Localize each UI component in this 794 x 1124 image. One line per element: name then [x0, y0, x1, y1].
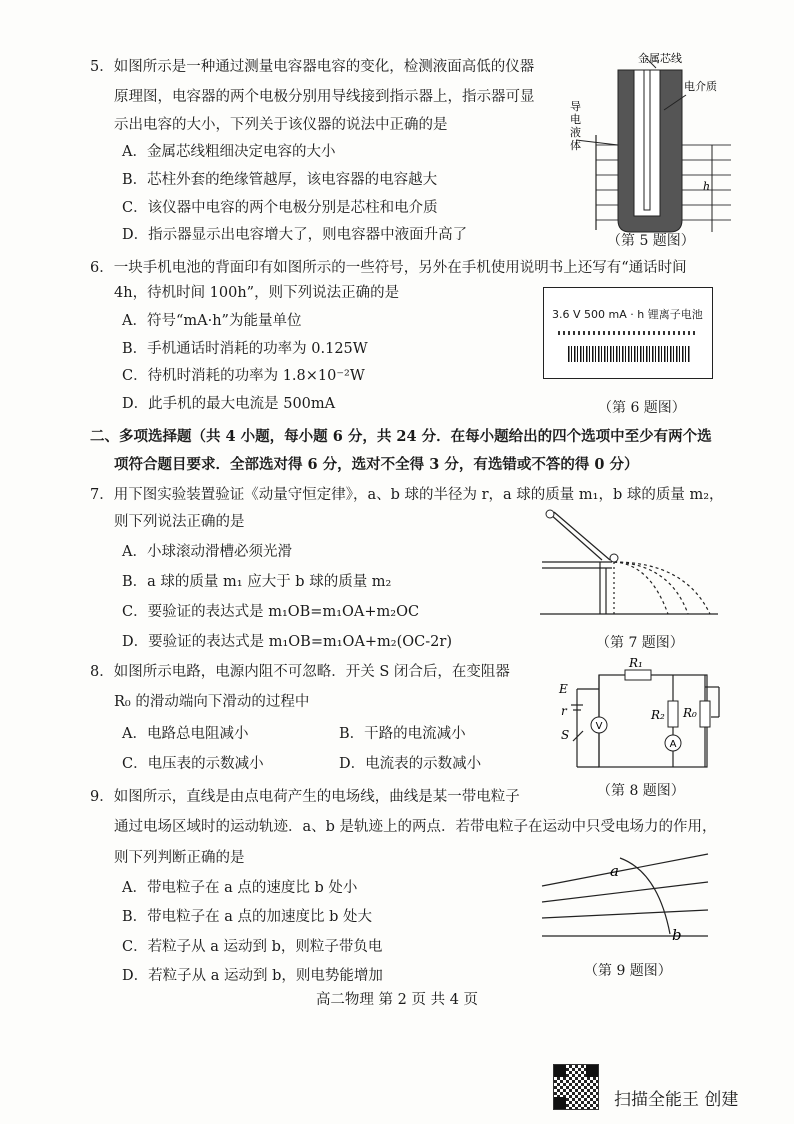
q8-circuit-figure — [555, 655, 725, 775]
q7-option-c: C．要验证的表达式是 m₁OB=m₁OA+m₂OC — [122, 604, 420, 620]
q9-stem-line1: 9．如图所示，直线是由点电荷产生的电场线，曲线是某一带电粒子 — [90, 789, 520, 805]
q9-label-a: a — [610, 862, 619, 880]
page-footer: 高二物理 第 2 页 共 4 页 — [315, 992, 479, 1008]
q6-option-d: D．此手机的最大电流是 500mA — [122, 396, 336, 412]
q7-option-d: D．要验证的表达式是 m₁OB=m₁OA+m₂(OC-2r) — [122, 634, 452, 650]
q8-option-a: A．电路总电阻减小 — [122, 726, 249, 742]
q9-option-b: B．带电粒子在 a 点的加速度比 b 处大 — [122, 909, 373, 925]
q5-option-d: D．指示器显示出电容增大了，则电容器中液面升高了 — [122, 227, 468, 243]
svg-text:导: 导 — [570, 100, 581, 113]
q9-caption: （第 9 题图） — [584, 963, 672, 979]
q9-label-b: b — [672, 926, 682, 944]
barcode — [568, 346, 690, 362]
q5-option-b: B．芯柱外套的绝缘管越厚，该电容器的电容越大 — [122, 172, 438, 188]
svg-text:体: 体 — [570, 139, 581, 152]
q9-option-c: C．若粒子从 a 运动到 b，则粒子带负电 — [122, 939, 383, 955]
q8-label-r2: R₂ — [651, 708, 665, 722]
q7-option-b: B．a 球的质量 m₁ 应大于 b 球的质量 m₂ — [122, 574, 392, 590]
q8-stem-line2: R₀ 的滑动端向下滑动的过程中 — [114, 694, 310, 710]
q6-stem-line1: 6．一块手机电池的背面印有如图所示的一些符号，另外在手机使用说明书上还写有“通话时间 — [90, 260, 687, 276]
q8-label-r0: R₀ — [683, 706, 697, 720]
q8-stem-line1: 8．如图所示电路，电源内阻不可忽略．开关 S 闭合后，在变阻器 — [90, 664, 510, 680]
q5-label-liquid — [570, 100, 581, 152]
q9-option-a: A．带电粒子在 a 点的速度比 b 处小 — [122, 880, 358, 896]
qr-code — [553, 1064, 599, 1110]
q9-stem-line2: 通过电场区域时的运动轨迹．a、b 是轨迹上的两点．若带电粒子在运动中只受电场力的作用， — [114, 819, 717, 835]
q8-option-d: D．电流表的示数减小 — [339, 756, 482, 772]
q5-stem-line2: 原理图，电容器的两个电极分别用导线接到指示器上，指示器可显 — [114, 89, 535, 105]
q7-stem-line2: 则下列说法正确的是 — [114, 514, 245, 530]
q6-caption: （第 6 题图） — [598, 400, 686, 416]
svg-text:电: 电 — [570, 113, 581, 126]
scanner-watermark: 扫描全能王 创建 — [614, 1090, 739, 1110]
q6-option-a: A．符号“mA·h”为能量单位 — [122, 313, 302, 329]
battery-dashes — [558, 331, 696, 335]
q6-option-b: B．手机通话时消耗的功率为 0.125W — [122, 341, 368, 357]
q5-label-core: 金属芯线 — [638, 52, 682, 65]
section2-heading-line2: 项符合题目要求．全部选对得 6 分，选对不全得 3 分，有选错或不答的得 0 分） — [114, 456, 639, 473]
q8-option-b: B．干路的电流减小 — [339, 726, 466, 742]
q7-stem-line1: 7．用下图实验装置验证《动量守恒定律》，a、b 球的半径为 r，a 球的质量 m₁，b 球的质量 m₂， — [90, 487, 724, 503]
section2-heading-line1: 二、多项选择题（共 4 小题，每小题 6 分，共 24 分．在每小题给出的四个选项中至少有两个选 — [90, 428, 712, 445]
q6-stem-line2: 4h，待机时间 100h”，则下列说法正确的是 — [114, 285, 400, 301]
battery-label-figure — [543, 287, 713, 379]
q5-caption: （第 5 题图） — [607, 233, 695, 249]
q5-option-c: C．该仪器中电容的两个电极分别是芯柱和电介质 — [122, 200, 438, 216]
q6-option-c: C．待机时消耗的功率为 1.8×10⁻²W — [122, 368, 365, 384]
q5-stem-line3: 示出电容的大小，下列关于该仪器的说法中正确的是 — [114, 117, 448, 133]
q5-label-h: h — [703, 180, 711, 193]
q8-label-r1: R₁ — [629, 656, 643, 670]
q9-stem-line3: 则下列判断正确的是 — [114, 850, 245, 866]
q5-figure — [566, 50, 736, 240]
q7-figure — [540, 502, 720, 627]
battery-label-text: 3.6 V 500 mA · h 锂离子电池 — [552, 308, 703, 321]
q5-label-dielectric: 电介质 — [684, 80, 717, 93]
q8-caption: （第 8 题图） — [597, 783, 685, 799]
q8-voltmeter-label: V — [595, 721, 603, 732]
q7-option-a: A．小球滚动滑槽必须光滑 — [122, 544, 292, 560]
q5-stem-line1: 5．如图所示是一种通过测量电容器电容的变化，检测液面高低的仪器 — [90, 59, 535, 75]
q8-option-c: C．电压表的示数减小 — [122, 756, 264, 772]
q9-figure — [540, 852, 710, 947]
q5-option-a: A．金属芯线粗细决定电容的大小 — [122, 144, 336, 160]
q8-ammeter-label: A — [669, 739, 677, 750]
q9-option-d: D．若粒子从 a 运动到 b，则电势能增加 — [122, 968, 383, 984]
svg-text:液: 液 — [570, 126, 581, 139]
q8-label-r: r — [561, 704, 567, 718]
q7-caption: （第 7 题图） — [596, 635, 684, 651]
q8-label-e: E — [559, 682, 568, 696]
q8-label-s: S — [561, 728, 570, 742]
